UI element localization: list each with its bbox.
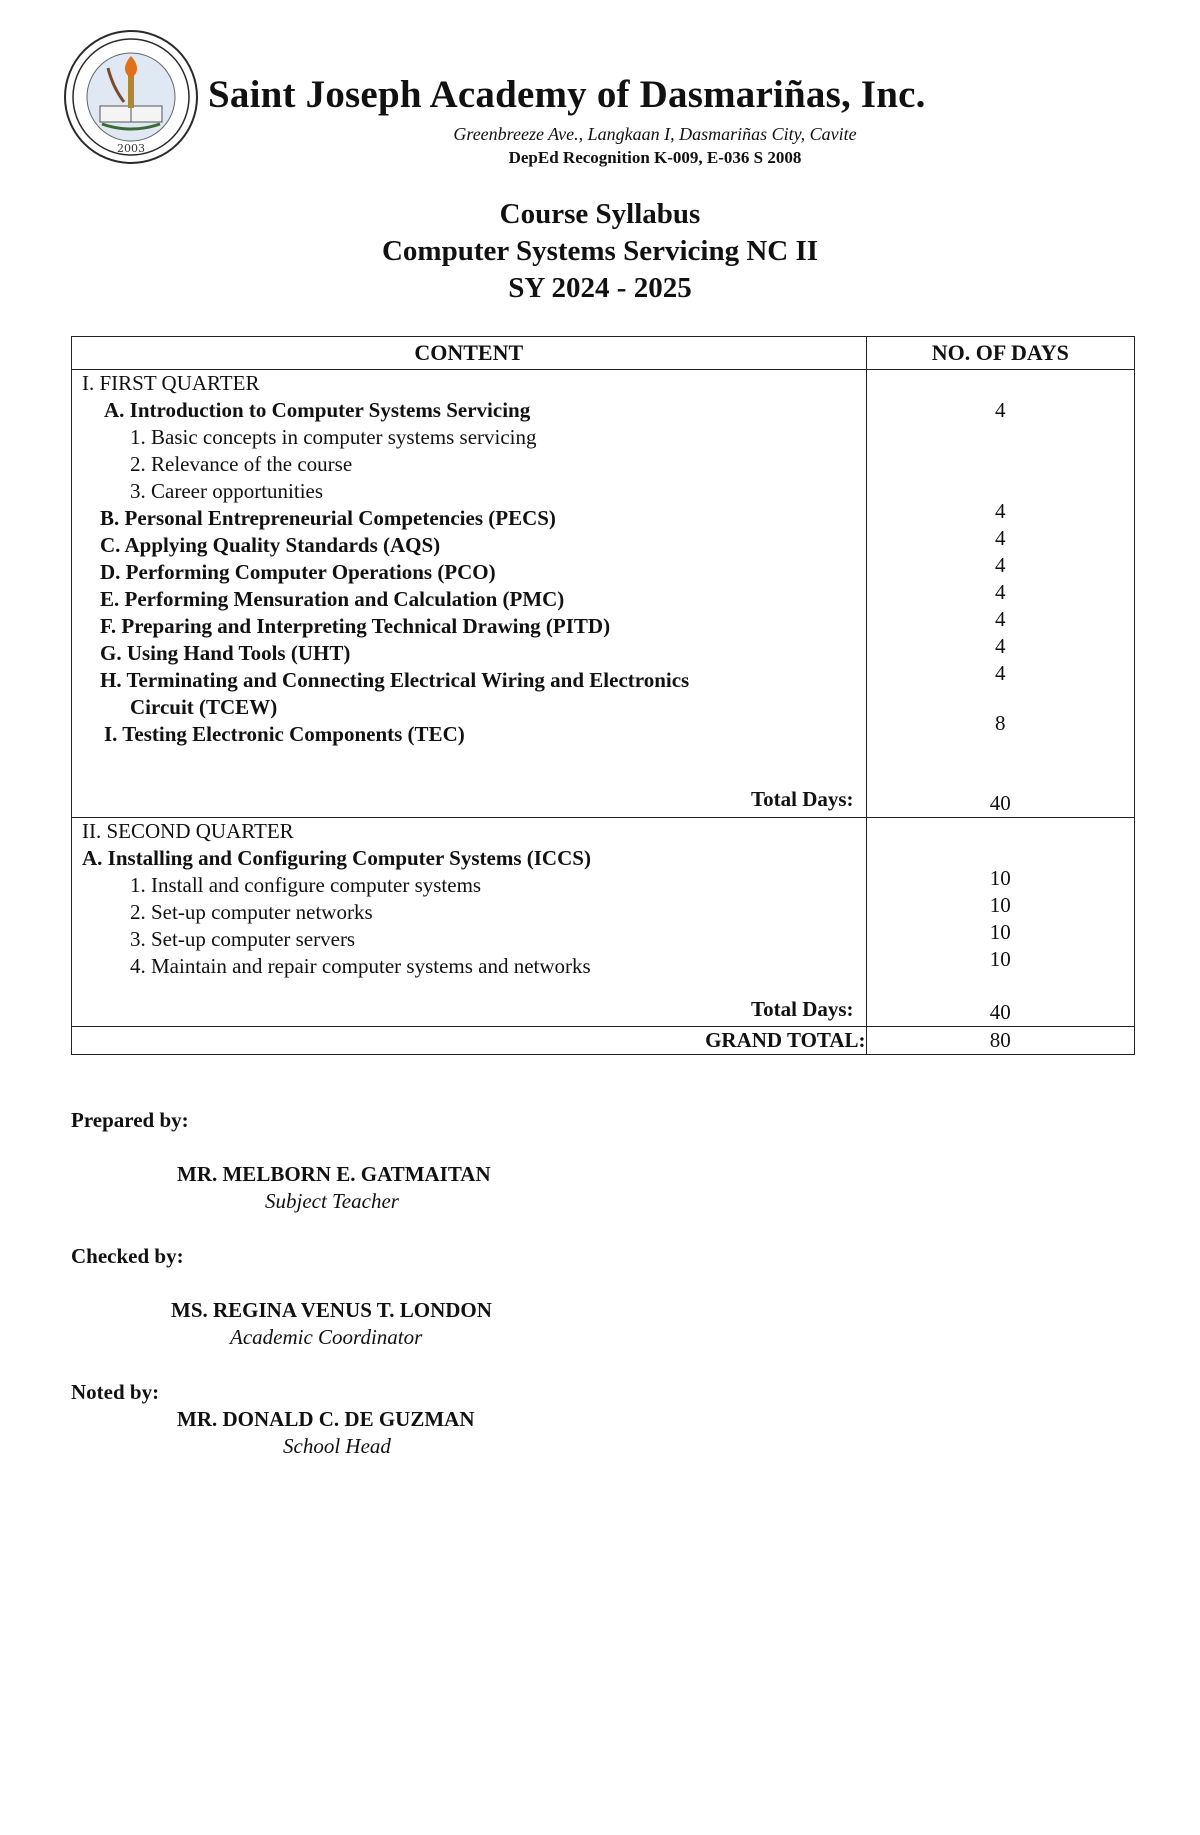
days-value: 10 [989, 866, 1011, 890]
days-value: 10 [989, 920, 1011, 944]
svg-text:2003: 2003 [117, 142, 145, 155]
topic-i: I. Testing Electronic Components (TEC) [104, 722, 465, 746]
noted-by-role: School Head [283, 1434, 391, 1458]
subtopic: 1. Install and configure computer systems [130, 873, 482, 897]
checked-by-label: Checked by: [71, 1244, 184, 1268]
school-address: Greenbreeze Ave., Langkaan I, Dasmariñas City, Cavite [453, 124, 857, 144]
school-seal-logo [62, 28, 200, 166]
days-value: 4 [995, 634, 1006, 658]
days-value: 4 [995, 661, 1006, 685]
topic-d: D. Performing Computer Operations (PCO) [100, 560, 496, 584]
days-value: 10 [989, 947, 1011, 971]
first-quarter-row [72, 370, 1135, 818]
days-value: 4 [995, 398, 1006, 422]
subtopic: 3. Career opportunities [130, 479, 324, 503]
days-value: 4 [995, 580, 1006, 604]
school-name: Saint Joseph Academy of Dasmariñas, Inc. [208, 73, 926, 116]
topic-c: C. Applying Quality Standards (AQS) [100, 533, 441, 557]
letterhead [60, 28, 1140, 178]
q2-total-days: 40 [989, 1000, 1011, 1024]
topic-h-continuation: Circuit (TCEW) [130, 695, 278, 719]
topic-a: A. Introduction to Computer Systems Servicing [104, 398, 531, 422]
first-quarter-content [72, 370, 867, 818]
q1-total-days: 40 [989, 791, 1011, 815]
prepared-by-name: MR. MELBORN E. GATMAITAN [177, 1162, 491, 1186]
grand-total-row [72, 1027, 1135, 1055]
days-value: 4 [995, 526, 1006, 550]
topic-b: B. Personal Entrepreneurial Competencies (PECS) [100, 506, 556, 530]
prepared-by-role: Subject Teacher [265, 1189, 399, 1213]
grand-total-label: GRAND TOTAL: [72, 1027, 867, 1055]
days-value: 4 [995, 607, 1006, 631]
topic-f: F. Preparing and Interpreting Technical Drawing (PITD) [100, 614, 611, 638]
topic-h: H. Terminating and Connecting Electrical Wiring and Electronics [100, 668, 690, 692]
table-header-row [72, 337, 1135, 370]
subtopic: 4. Maintain and repair computer systems and networks [130, 954, 591, 978]
subtopic: 1. Basic concepts in computer systems servicing [130, 425, 537, 449]
topic-e: E. Performing Mensuration and Calculation (PMC) [100, 587, 565, 611]
checked-by-name: MS. REGINA VENUS T. LONDON [171, 1298, 492, 1322]
days-value: 4 [995, 499, 1006, 523]
subtopic: 2. Set-up computer networks [130, 900, 373, 924]
deped-recognition: DepEd Recognition K-009, E-036 S 2008 [508, 148, 802, 167]
days-value: 8 [995, 711, 1006, 735]
header-content: CONTENT [72, 337, 867, 370]
checked-by-role: Academic Coordinator [230, 1325, 423, 1349]
subtopic: 2. Relevance of the course [130, 452, 353, 476]
header-days: NO. OF DAYS [866, 337, 1134, 370]
subtopic: 3. Set-up computer servers [130, 927, 356, 951]
doc-title: Course Syllabus [499, 198, 701, 230]
topic-a: A. Installing and Configuring Computer Systems (ICCS) [82, 846, 591, 870]
quarter-title: I. FIRST QUARTER [82, 371, 260, 395]
days-value: 4 [995, 553, 1006, 577]
school-year: SY 2024 - 2025 [508, 272, 692, 304]
quarter-title: II. SECOND QUARTER [82, 819, 294, 843]
prepared-by-label: Prepared by: [71, 1108, 189, 1132]
second-quarter-content [72, 818, 867, 1027]
topic-g: G. Using Hand Tools (UHT) [100, 641, 351, 665]
document-titles [0, 196, 1200, 307]
second-quarter-days [866, 818, 1134, 1027]
syllabus-table [71, 336, 1135, 1055]
second-quarter-row [72, 818, 1135, 1027]
course-title: Computer Systems Servicing NC II [381, 235, 819, 267]
grand-total-days: 80 [866, 1027, 1134, 1055]
noted-by-label: Noted by: [71, 1380, 160, 1404]
first-quarter-days [866, 370, 1134, 818]
noted-by-name: MR. DONALD C. DE GUZMAN [177, 1407, 475, 1431]
q1-total-label: Total Days: [751, 787, 854, 811]
days-value: 10 [989, 893, 1011, 917]
q2-total-label: Total Days: [751, 997, 854, 1021]
